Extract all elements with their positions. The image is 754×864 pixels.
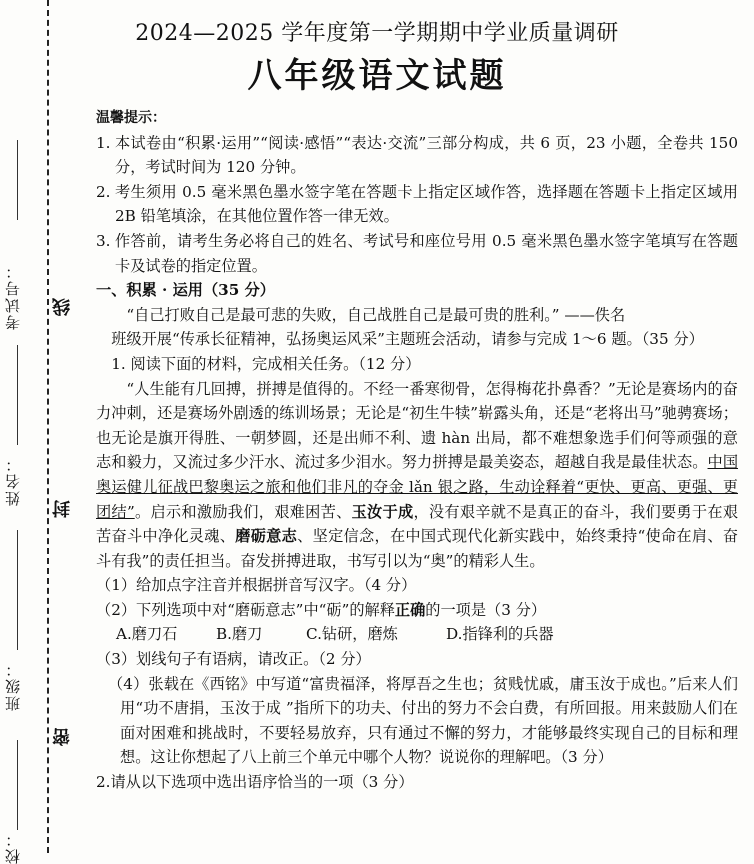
question-1: 1. 阅读下面的材料，完成相关任务。（12 分） (111, 354, 421, 373)
option-b: B.磨刀 (216, 625, 263, 644)
class-blank (17, 740, 18, 830)
sub-question-2: （2）下列选项中对“磨砺意志”中“砺”的解释正确的一项是（3 分） (96, 600, 547, 619)
exam-no-blank (17, 140, 18, 220)
exam-content (96, 106, 738, 795)
binding-dashed-line (47, 0, 49, 853)
motto-quote: “自己打败自己是最可悲的失败，自己战胜自己是最可贵的胜利。” ——佚名 (126, 305, 626, 324)
name-blank (17, 530, 18, 650)
seal-mark-seal: 封 (52, 500, 73, 518)
school-label: 校： (4, 830, 22, 864)
name-label: 姓名： (4, 455, 22, 506)
tip-item: 1. 本试卷由“积累·运用”“阅读·感悟”“表达·交流”三部分构成，共 6 页，23 小题，全卷共 150 分，考试时间为 120 分钟。 (96, 133, 738, 177)
class-label: 班级： (4, 660, 22, 711)
question-2: 2.请从以下选项中选出语序恰当的一项（3 分） (96, 773, 414, 792)
tips-heading: 温馨提示： (96, 110, 166, 126)
choice-options (96, 622, 738, 647)
name-blank-top (17, 345, 18, 445)
exam-title: 2024—2025 学年度第一学期期中学业质量调研 (135, 21, 619, 46)
underlined-sentence: 中国奥运健儿征战巴黎奥运之旅和他们非凡的夺金 lǎn 银之路，生动诠释着“更快、更高、更强、更团结” (96, 453, 739, 521)
option-a: A.磨刀石 (116, 625, 178, 644)
reading-passage: “人生能有几回搏，拼搏是值得的。不经一番寒彻骨，怎得梅花扑鼻香？”无论是赛场内的奋力冲刺，还是赛场外剧透的练训场景；无论是“初生牛犊”崭露头角，还是“老将出马”驰骋赛场；也无论是旗开得胜、一朝梦圆，还是出师不利、遗 hàn 出局，都不难想象选手们何等顽强的意志和毅力，又流过多少汗水、流过多少泪水。努力拼搏是最美姿态，超越自我是最佳状态。中国奥运健儿征战巴黎奥运之旅和他们非凡的夺金 lǎn 银之路，生动诠释着“更快、更高、更强、更团结”。启示和激励我们，艰难困苦、玉汝于成，没有艰辛就不是真正的奋斗，我们要勇于在艰苦奋斗中净化灵魂、磨砺意志、坚定信念，在中国式现代化新实践中，始终秉持“使命在肩、奋斗有我”的责任担当。奋发拼搏进取，书写引以为“奥”的精彩人生。 (96, 379, 739, 570)
sub-question-1: （1）给加点字注音并根据拼音写汉字。（4 分） (96, 576, 417, 595)
seal-mark-line: 线 (52, 298, 73, 316)
option-c: C.钻研，磨炼 (306, 625, 398, 644)
tip-item: 2. 考生须用 0.5 毫米黑色墨水签字笔在答题卡上指定区域作答，选择题在答题卡上指定区域用 2B 铅笔填涂，在其他位置作答一律无效。 (96, 182, 738, 226)
exam-subtitle: 八年级语文试题 (247, 56, 507, 96)
section-heading: 一、积累 · 运用（35 分） (96, 281, 275, 300)
seal-mark-secret: 密 (52, 728, 73, 746)
activity-intro: 班级开展“传承长征精神，弘扬奥运风采”主题班会活动，请参与完成 1～6 题。（35 分） (111, 330, 704, 349)
tip-item: 3. 作答前，请考生务必将自己的姓名、考试号和座位号用 0.5 毫米黑色墨水签字笔填写在答题卡及试卷的指定位置。 (96, 231, 738, 275)
exam-no-label: 考试号： (4, 262, 22, 330)
bold-phrase: 磨砺意志 (235, 527, 298, 546)
sub-question-3: （3）划线句子有语病，请改正。（2 分） (96, 650, 371, 669)
sub-question-4: （4）张载在《西铭》中写道“富贵福泽，将厚吾之生也；贫贱忧戚，庸玉汝于成也。”后来人们用“功不唐捐，玉汝于成 ”指所下的功夫、付出的努力不会白费，有所回报。用来鼓励人们在面对困难和挑战时，不要轻易放弃，只有通过不懈的努力，才能够最终实现自己的目标和理想。这让你想起了八上前三个单元中哪个人物？说说你的理解吧。（3 分） (108, 674, 738, 767)
bold-phrase: 玉汝于成 (351, 502, 414, 521)
option-d: D.指锋利的兵器 (446, 625, 554, 644)
